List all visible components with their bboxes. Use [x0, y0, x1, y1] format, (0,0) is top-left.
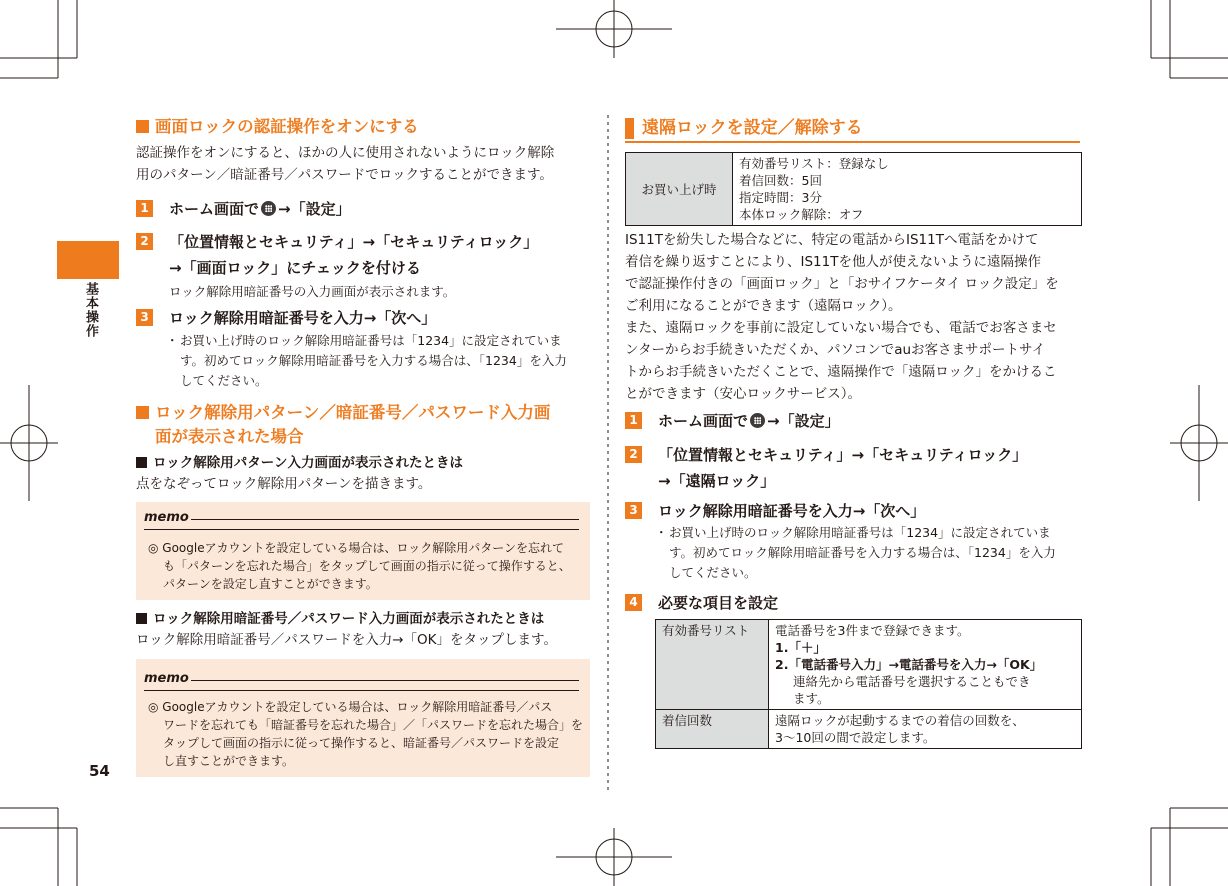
defaults-label: お買い上げ時 — [626, 153, 733, 226]
chapter-label: 基本操作 — [83, 282, 98, 338]
right-step-2: 2 「位置情報とセキュリティ」→「セキュリティロック」 →「遠隔ロック」 — [625, 443, 1027, 493]
subheading-pattern: ロック解除用パターン入力画面が表示されたときは — [136, 452, 463, 474]
right-step-4: 4 必要な項目を設定 — [625, 591, 778, 615]
setting-label: 着信回数 — [656, 710, 769, 749]
memo-logo: memo — [144, 510, 189, 525]
step-3: 3 ロック解除用暗証番号を入力→「次へ」 — [136, 306, 436, 330]
subheading-pin: ロック解除用暗証番号／パスワード入力画面が表示されたときは — [136, 608, 544, 630]
step-3-bullet: ・ お買い上げ時のロック解除用暗証番号は「1234」に設定されていま す。初めてロック解除用暗証番号を入力する場合は、「1234」を入力 してください。 — [166, 333, 567, 388]
pattern-text: 点をなぞってロック解除用パターンを描きます。 — [136, 476, 432, 492]
step-1: 1 ホーム画面で →「設定」 — [136, 197, 351, 221]
subheading-square-icon — [136, 457, 147, 468]
menu-grid-icon — [261, 201, 276, 216]
subheading-square-icon — [136, 613, 147, 624]
section-intro: 認証操作をオンにすると、ほかの人に使用されないようにロック解除 用のパターン／暗証番号／パスワードでロックすることができます。 — [136, 145, 555, 183]
table-row — [656, 710, 1082, 749]
memo-box-2 — [136, 659, 590, 777]
heading-square-icon — [136, 120, 149, 133]
remote-lock-description: IS11Tを紛失した場合などに、特定の電話からIS11Tへ電話をかけて 着信を繰り返すことにより、IS11Tを他人が使えないように遠隔操作 で認証操作付きの「画面ロック」と「おサイフケータイ ロック設定」を ご利用になることができます（遠隔ロック）。 また、遠隔ロックを事前に設定していない場合でも、電話でお客さまセ ンターからお手続きいただくか、パソコンでauお客さまサポートサイ トからお手続きいただくことで、遠隔操作で「遠隔ロック」をかけるこ とができます（安心ロックサービス）。 — [625, 232, 1059, 402]
setting-desc: 電話番号を3件まで登録できます。 1.「＋」 2.「電話番号入力」→電話番号を入力→「OK」 連絡先から電話番号を選択することもでき ます。 — [769, 620, 1082, 710]
menu-grid-icon — [750, 413, 765, 428]
defaults-values: 有効番号リスト：登録なし 着信回数：5回 指定時間：3分 本体ロック解除：オフ — [733, 153, 1082, 226]
section-heading-2: ロック解除用パターン／暗証番号／パスワード入力画 面が表示された場合 — [136, 401, 596, 449]
setting-desc: 遠隔ロックが起動するまでの着信の回数を、 3〜10回の間で設定します。 — [769, 710, 1082, 749]
chapter-tab — [57, 241, 119, 279]
section-heading: 画面ロックの認証操作をオンにする — [136, 115, 419, 139]
setting-label: 有効番号リスト — [656, 620, 769, 710]
memo-2-text: ◎ Googleアカウントを設定している場合は、ロック解除用暗証番号／パス ワードを忘れても「暗証番号を忘れた場合」／「パスワードを忘れた場合」を タップして画面の指示に従って操作すると、暗証番号／パスワードを設定 し直すことができます。 — [148, 700, 584, 768]
defaults-table — [625, 152, 1082, 226]
memo-logo: memo — [144, 671, 189, 686]
right-step-3: 3 ロック解除用暗証番号を入力→「次へ」 — [625, 499, 925, 523]
right-section-heading: 遠隔ロックを設定／解除する — [625, 117, 1080, 143]
right-step-3-bullet: ・ お買い上げ時のロック解除用暗証番号は「1234」に設定されていま す。初めてロック解除用暗証番号を入力する場合は、「1234」を入力 してください。 — [655, 525, 1056, 580]
step-2: 2 「位置情報とセキュリティ」→「セキュリティロック」 →「画面ロック」にチェックを付ける ロック解除用暗証番号の入力画面が表示されます。 — [136, 230, 538, 302]
memo-box-1 — [136, 502, 590, 600]
heading-square-icon — [136, 406, 149, 419]
table-row — [656, 620, 1082, 710]
settings-table — [655, 619, 1082, 749]
right-step-1: 1 ホーム画面で →「設定」 — [625, 409, 840, 433]
memo-1-text: ◎ Googleアカウントを設定している場合は、ロック解除用パターンを忘れて も「パターンを忘れた場合」をタップして画面の指示に従って操作すると、 パターンを設定し直すことができます。 — [148, 541, 571, 591]
page-number: 54 — [89, 762, 110, 780]
pin-text: ロック解除用暗証番号／パスワードを入力→「OK」をタップします。 — [136, 632, 557, 648]
